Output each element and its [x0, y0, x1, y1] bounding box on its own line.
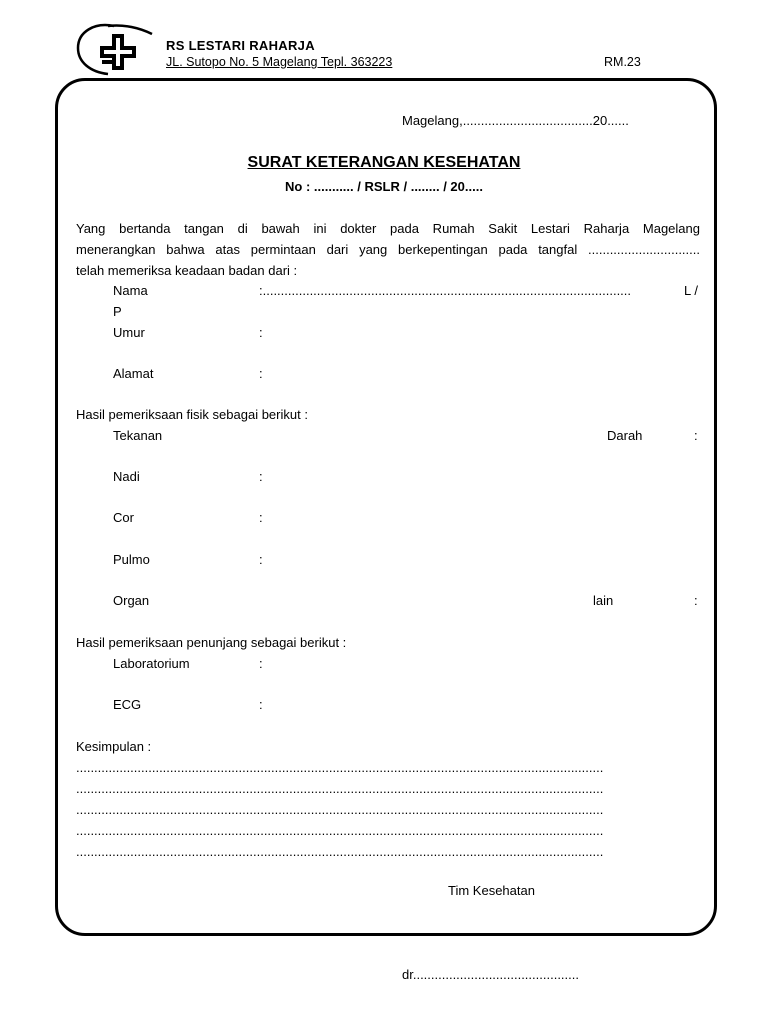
form-code: RM.23	[604, 55, 641, 69]
other-organ-label: Organ	[113, 593, 150, 608]
gender-field: L /	[684, 283, 698, 298]
age-colon: :	[259, 325, 263, 340]
blood-pressure-label-2: Darah	[607, 428, 643, 443]
conclusion-line: ..................................................................................................................................................	[76, 844, 604, 859]
conclusion-line: ..................................................................................................................................................	[76, 823, 604, 838]
conclusion-line: ..................................................................................................................................................	[76, 802, 604, 817]
address-label: Alamat	[113, 366, 154, 381]
hospital-logo	[74, 20, 160, 76]
pulmo-label: Pulmo	[113, 552, 150, 567]
cor-label: Cor	[113, 510, 134, 525]
name-label: Nama	[113, 283, 148, 298]
intro-line: telah memeriksa keadaan badan dari :	[76, 263, 298, 278]
blood-pressure-colon: :	[694, 428, 698, 443]
doctor-signature-line: dr..............................................	[402, 967, 579, 982]
gender-p-text: P	[113, 304, 122, 319]
intro-line: menerangkan bahwa atas permintaan dari yang berkepentingan pada tangfal ...............................	[76, 242, 700, 257]
other-organ-label-2: lain	[593, 593, 614, 608]
support-heading: Hasil pemeriksaan penunjang sebagai berikut :	[76, 635, 347, 650]
letter-title: SURAT KETERANGAN KESEHATAN	[247, 154, 521, 171]
pulse-label: Nadi	[113, 469, 140, 484]
place-date-field: Magelang,....................................20......	[402, 113, 629, 128]
ecg-colon: :	[259, 697, 263, 712]
pulse-colon: :	[259, 469, 263, 484]
conclusion-line: ..................................................................................................................................................	[76, 760, 604, 775]
age-label: Umur	[113, 325, 145, 340]
cor-colon: :	[259, 510, 263, 525]
letter-number: No : ........... / RSLR / ........ / 20.....	[285, 179, 483, 194]
hospital-name: RS LESTARI RAHARJA	[166, 38, 315, 53]
other-organ-colon: :	[694, 593, 698, 608]
conclusion-line: ..................................................................................................................................................	[76, 781, 604, 796]
address-colon: :	[259, 366, 263, 381]
pulmo-colon: :	[259, 552, 263, 567]
conclusion-heading: Kesimpulan :	[76, 739, 152, 754]
name-field: :......................................................................................................	[259, 283, 632, 298]
intro-line: Yang bertanda tangan di bawah ini dokter pada Rumah Sakit Lestari Raharja Magelang	[76, 221, 700, 236]
physical-heading: Hasil pemeriksaan fisik sebagai berikut :	[76, 407, 308, 422]
intro-paragraph	[76, 218, 700, 281]
ecg-label: ECG	[113, 697, 142, 712]
hospital-address: JL. Sutopo No. 5 Magelang Tepl. 363223	[166, 55, 393, 69]
laboratory-colon: :	[259, 656, 263, 671]
laboratory-label: Laboratorium	[113, 656, 190, 671]
signoff-text: Tim Kesehatan	[448, 883, 535, 898]
blood-pressure-label: Tekanan	[113, 428, 163, 443]
